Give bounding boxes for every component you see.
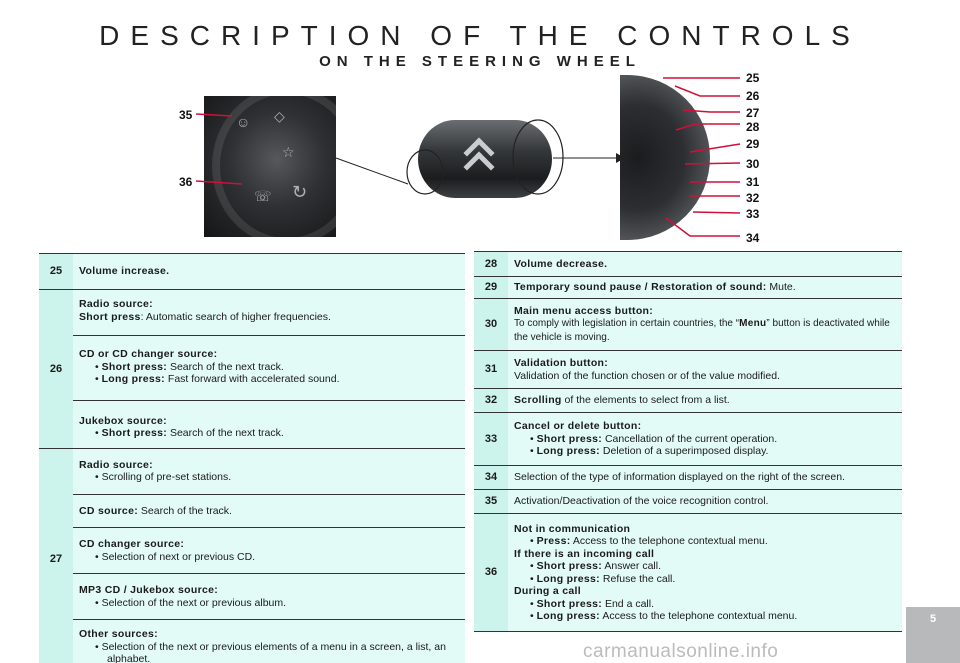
table-row: 30 Main menu access button: To comply with legislation in certain countries, the “Menu” button is deactivated while the vehicle is moving. bbox=[474, 299, 902, 351]
right-controls-photo bbox=[620, 75, 710, 240]
table-row: 26 Radio source: Short press: Automatic search of higher frequencies. CD or CD changer source: • Short press: Search of the next track. • Long press: Fast forward with accelerated sound. Jukebox source: • Short press: Search of the next track. bbox=[39, 290, 465, 449]
table-row bbox=[39, 254, 465, 290]
callout-36: 36 bbox=[179, 175, 193, 189]
table-row: 34 Selection of the type of information displayed on the right of the screen. bbox=[474, 466, 902, 490]
callout-26: 26 bbox=[746, 89, 760, 103]
row-number: 34 bbox=[474, 466, 508, 490]
steering-wheel-hub-photo bbox=[418, 120, 552, 198]
callout-35: 35 bbox=[179, 108, 193, 122]
row-number: 33 bbox=[474, 413, 508, 466]
table-row: 31 Validation button: Validation of the function chosen or of the value modified. bbox=[474, 351, 902, 389]
page-number-tab bbox=[906, 607, 960, 663]
left-controls-photo bbox=[204, 96, 336, 237]
row-number: 30 bbox=[474, 299, 508, 351]
callout-28: 28 bbox=[746, 120, 760, 134]
callout-34: 34 bbox=[746, 231, 760, 245]
callout-31: 31 bbox=[746, 175, 760, 189]
table-row: 28 Volume decrease. bbox=[474, 252, 902, 277]
row-number: 25 bbox=[39, 254, 73, 290]
row-number: 32 bbox=[474, 389, 508, 413]
table-row: 33 Cancel or delete button: • Short press: Cancellation of the current operation. • Long press: Deletion of a superimposed display. bbox=[474, 413, 902, 466]
right-controls-table bbox=[474, 251, 902, 632]
voice-icon: ☺ bbox=[236, 114, 251, 130]
row-description: Volume increase. bbox=[79, 265, 170, 278]
callout-30: 30 bbox=[746, 157, 760, 171]
row-number: 31 bbox=[474, 351, 508, 389]
callout-32: 32 bbox=[746, 191, 760, 205]
page-title: DESCRIPTION OF THE CONTROLS bbox=[99, 20, 861, 51]
table-row: 29 Temporary sound pause / Restoration of sound: Mute. bbox=[474, 277, 902, 299]
callout-33: 33 bbox=[746, 207, 760, 221]
watermark: carmanualsonline.info bbox=[583, 641, 779, 662]
row-number: 36 bbox=[474, 514, 508, 632]
table-row: 35 Activation/Deactivation of the voice recognition control. bbox=[474, 490, 902, 514]
callout-29: 29 bbox=[746, 137, 760, 151]
row-number: 26 bbox=[39, 290, 73, 449]
diamond-icon: ◇ bbox=[274, 108, 285, 124]
page-number: 5 bbox=[929, 613, 937, 625]
row-number: 27 bbox=[39, 448, 73, 663]
callout-25: 25 bbox=[746, 71, 760, 85]
row-number: 35 bbox=[474, 490, 508, 514]
left-controls-table bbox=[39, 253, 465, 663]
row-number: 28 bbox=[474, 252, 508, 277]
table-row: 27 Radio source: • Scrolling of pre-set stations. CD source: Search of the track. CD changer source: • Selection of next or previous CD. MP3 CD / Jukebox source: • Selection of the next or previous album. Other sources: • Selection of the next or previous elements of a menu in a screen, a list, an alphabet. bbox=[39, 448, 465, 663]
page-subtitle: ON THE STEERING WHEEL bbox=[319, 53, 641, 70]
row-number: 29 bbox=[474, 277, 508, 299]
phone-icon: ☏ bbox=[254, 188, 272, 204]
table-row: 32 Scrolling of the elements to select from a list. bbox=[474, 389, 902, 413]
rotate-icon: ↻ bbox=[292, 182, 308, 202]
callout-27: 27 bbox=[746, 106, 760, 120]
table-row: 36 Not in communication • Press: Access to the telephone contextual menu. If there is an incoming call • Short press: Answer call. • Long press: Refuse the call. During a call • Short press: End a call. • Long press: Access to the telephone contextual menu. bbox=[474, 514, 902, 632]
star-icon: ☆ bbox=[282, 144, 295, 160]
